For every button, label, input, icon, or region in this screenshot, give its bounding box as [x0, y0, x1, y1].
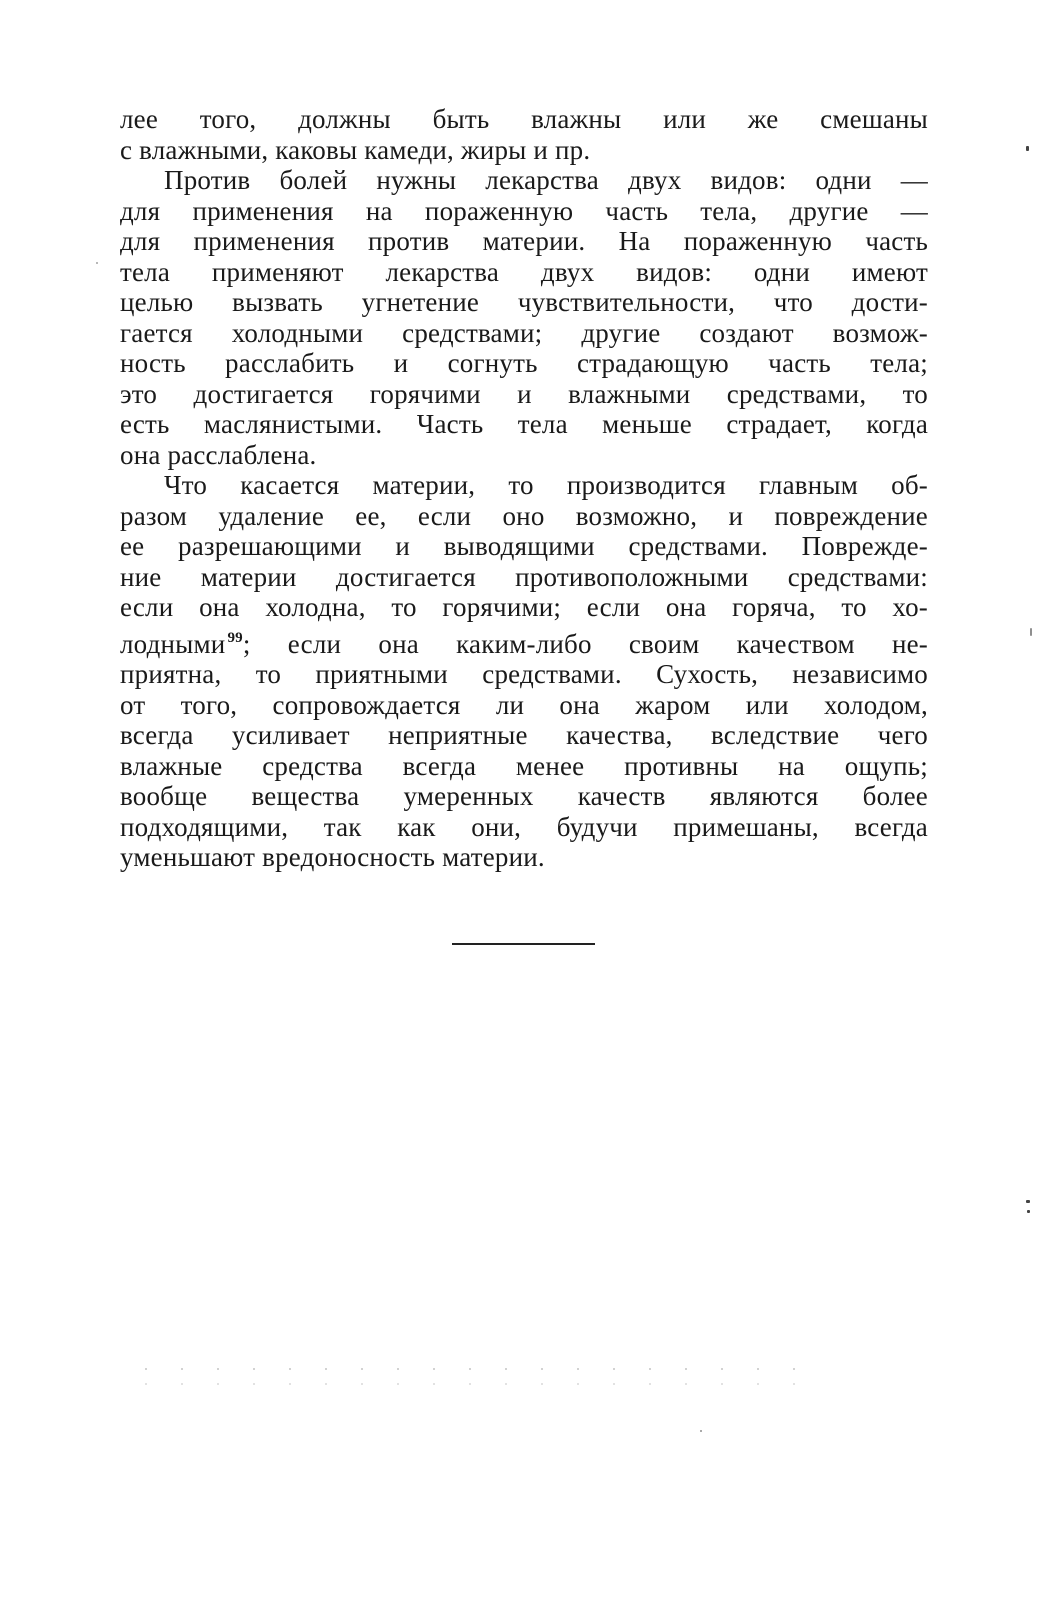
text-line: она расслаблена.: [120, 439, 317, 470]
text-line: если она холодна, то горячими; если она горяча, то хо-: [120, 592, 928, 622]
scan-speck: [96, 262, 98, 264]
text-line: уменьшают вредоносность материи.: [120, 842, 545, 872]
footnote-reference: 99: [227, 629, 243, 646]
end-of-section-rule: [452, 943, 595, 945]
text-line: ние материи достигается противоположными средствами:: [120, 561, 928, 592]
text-line: лее того, должны быть влажны или же смешаны: [120, 104, 928, 134]
text-line: тела применяют лекарства двух видов: одни имеют: [120, 256, 928, 287]
scan-noise: [128, 1383, 828, 1385]
scan-speck: [700, 1430, 702, 1432]
text-line: есть маслянистыми. Часть тела меньше страдает, когда: [120, 409, 928, 439]
text-line: вообще вещества умеренных качеств являются более: [120, 781, 928, 811]
text-line: целью вызвать угнетение чувствительности, что дости-: [120, 287, 928, 317]
text-line: для применения против материи. На пораженную часть: [120, 226, 928, 256]
text-line: с влажными, каковы камеди, жиры и пр.: [120, 134, 591, 165]
scan-speck: [1026, 146, 1029, 151]
text-line: подходящими, так как они, будучи примешаны, всегда: [120, 811, 928, 842]
scan-speck: [1026, 1200, 1030, 1203]
text-line: Что касается материи, то производится главным об-: [164, 470, 928, 500]
text-line: влажные средства всегда менее противны на ощупь;: [120, 750, 928, 781]
text-line-with-footnote: [120, 623, 928, 660]
page-text: [120, 104, 928, 873]
text-line: всегда усиливает неприятные качества, вследствие чего: [120, 720, 928, 750]
text-line: ее разрешающими и выводящими средствами. Поврежде-: [120, 531, 928, 561]
text-line: разом удаление ее, если оно возможно, и повреждение: [120, 500, 928, 531]
scan-speck: [1027, 1210, 1030, 1213]
text-fragment: лодными: [120, 628, 226, 659]
text-line: приятна, то приятными средствами. Сухость, независимо: [120, 659, 928, 689]
text-line: от того, сопровождается ли она жаром или холодом,: [120, 689, 928, 720]
text-fragment: ; если она каким-либо своим качеством не-: [242, 628, 928, 659]
text-line: ность расслабить и согнуть страдающую часть тела;: [120, 348, 928, 378]
text-line: для применения на пораженную часть тела, другие —: [120, 195, 928, 226]
scan-noise: [128, 1368, 828, 1370]
text-line: Против болей нужны лекарства двух видов: одни —: [164, 165, 928, 195]
text-line: это достигается горячими и влажными средствами, то: [120, 378, 928, 409]
text-line: гается холодными средствами; другие создают возмож-: [120, 317, 928, 348]
scan-speck: [1030, 628, 1032, 636]
